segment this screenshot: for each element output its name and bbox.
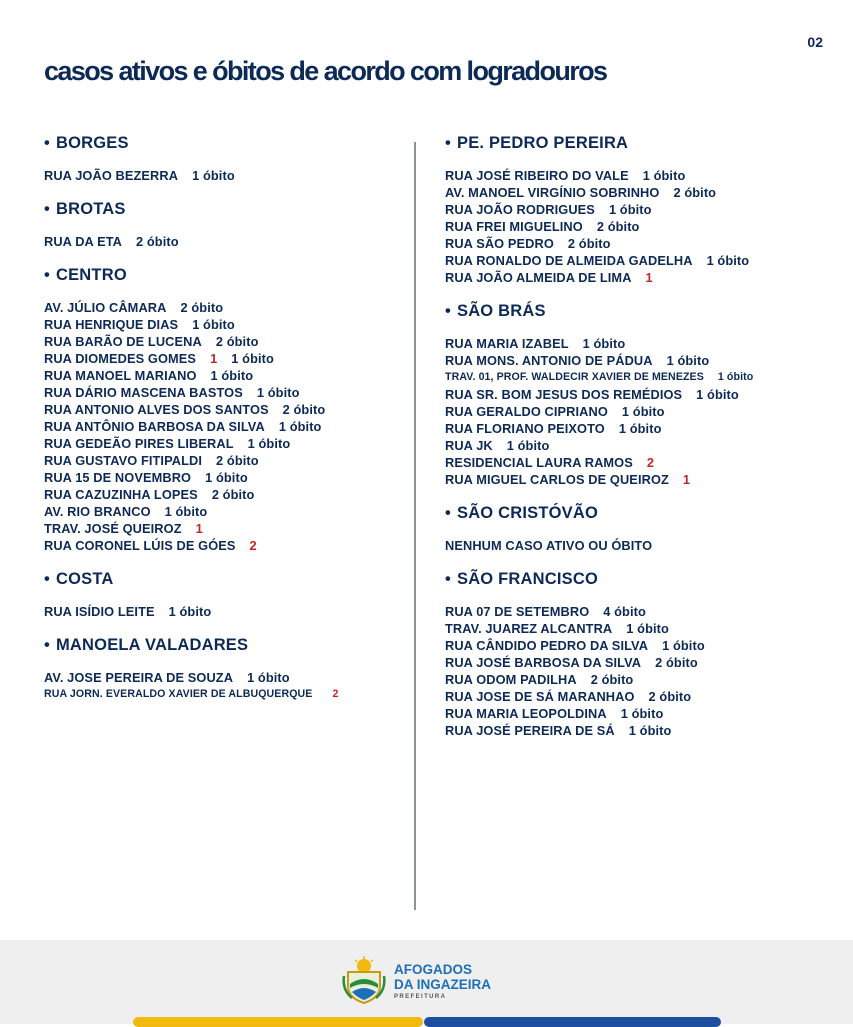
death-count: 1 óbito: [608, 202, 652, 217]
neighborhood-section: [44, 266, 404, 554]
death-count: 2 óbito: [596, 219, 640, 234]
street-entry: [44, 435, 404, 452]
death-count: 1 óbito: [205, 470, 248, 485]
street-entry: [44, 167, 404, 184]
neighborhood-name: SÃO BRÁS: [456, 302, 546, 320]
neighborhood-name: BORGES: [55, 134, 129, 152]
street-entry: [44, 418, 404, 435]
street-name: TRAV. 01, PROF. WALDECIR XAVIER DE MENEZES: [445, 371, 704, 383]
street-entry: [445, 369, 845, 386]
neighborhood-name: COSTA: [55, 570, 114, 588]
column-divider: [414, 142, 416, 910]
bullet-icon: •: [445, 504, 451, 522]
street-name: RUA 07 DE SETEMBRO: [445, 604, 590, 619]
street-entry: [445, 637, 845, 654]
street-name: RUA MARIA IZABEL: [445, 336, 569, 351]
street-name: RUA RONALDO DE ALMEIDA GADELHA: [445, 253, 693, 268]
street-entry: [44, 316, 404, 333]
street-entry: [44, 299, 404, 316]
death-count: 1 óbito: [164, 504, 208, 519]
street-entry: [44, 333, 404, 350]
street-entry: [445, 235, 845, 252]
bullet-icon: •: [44, 636, 50, 654]
active-cases-count: 2: [646, 455, 655, 470]
street-entry: [44, 350, 404, 367]
street-entry: [445, 403, 845, 420]
neighborhood-section: [44, 570, 404, 620]
street-entry: [445, 620, 845, 637]
street-list: [445, 335, 845, 488]
street-entry: [44, 537, 404, 554]
death-count: 1 óbito: [582, 336, 626, 351]
brand-line-1: AFOGADOS: [394, 962, 473, 977]
death-count: 2 óbito: [180, 300, 224, 315]
street-entry: [445, 722, 845, 739]
street-name: RUA JOSÉ RIBEIRO DO VALE: [445, 168, 629, 183]
street-entry: [44, 686, 404, 703]
death-count: 1 óbito: [278, 419, 322, 434]
street-name: AV. MANOEL VIRGÍNIO SOBRINHO: [445, 185, 660, 200]
street-name: RUA GEDEÃO PIRES LIBERAL: [44, 436, 234, 451]
street-entry: [445, 471, 845, 488]
neighborhood-section: [44, 636, 404, 703]
neighborhood-name: SÃO FRANCISCO: [456, 570, 599, 588]
death-count: 1 óbito: [628, 723, 672, 738]
street-entry: [445, 437, 845, 454]
street-entry: [445, 352, 845, 369]
death-count: 1 óbito: [717, 371, 754, 383]
death-count: 1 óbito: [618, 421, 662, 436]
street-entry: [44, 384, 404, 401]
street-list: [44, 603, 404, 620]
street-entry: [445, 654, 845, 671]
street-name: RUA ANTÔNIO BARBOSA DA SILVA: [44, 419, 265, 434]
death-count: 1 óbito: [210, 368, 254, 383]
street-name: RUA CAZUZINHA LOPES: [44, 487, 198, 502]
neighborhood-title: [44, 200, 404, 219]
neighborhood-section: [44, 200, 404, 250]
street-entry: [445, 671, 845, 688]
neighborhood-title: [445, 302, 845, 321]
street-name: RUA JOÃO BEZERRA: [44, 168, 179, 183]
street-entry: [445, 705, 845, 722]
neighborhood-name: MANOELA VALADARES: [55, 636, 249, 654]
death-count: 1 óbito: [247, 670, 290, 685]
street-name: RUA JOÃO ALMEIDA DE LIMA: [445, 270, 632, 285]
active-cases-count: 1: [195, 521, 203, 536]
neighborhood-name: CENTRO: [55, 266, 127, 284]
street-name: RUA CÂNDIDO PEDRO DA SILVA: [445, 638, 649, 653]
street-name: RUA CORONEL LÚIS DE GÓES: [44, 538, 236, 553]
street-name: RUA JOSE DE SÁ MARANHAO: [445, 689, 635, 704]
footer: [0, 940, 853, 1024]
street-name: AV. RIO BRANCO: [44, 504, 151, 519]
footer-brand: [394, 962, 491, 1000]
street-entry: [445, 335, 845, 352]
active-cases-count: 1: [210, 351, 218, 366]
street-name: RUA JOSÉ PEREIRA DE SÁ: [445, 723, 615, 738]
street-entry: [445, 420, 845, 437]
street-name: RUA ODOM PADILHA: [445, 672, 577, 687]
bullet-icon: •: [44, 570, 50, 588]
death-count: 2 óbito: [282, 402, 326, 417]
street-list: [44, 299, 404, 554]
page-number: 02: [807, 34, 823, 50]
street-name: RESIDENCIAL LAURA RAMOS: [445, 455, 633, 470]
death-count: 1 óbito: [168, 604, 212, 619]
footer-bar-yellow: [133, 1017, 423, 1027]
neighborhood-title: [445, 134, 845, 153]
street-name: TRAV. JOSÉ QUEIROZ: [44, 521, 182, 536]
street-entry: [44, 520, 404, 537]
street-entry: [445, 537, 845, 554]
street-entry: [445, 269, 845, 286]
neighborhood-section: [445, 570, 845, 739]
active-cases-count: 2: [332, 688, 339, 700]
street-entry: [445, 218, 845, 235]
death-count: 1 óbito: [642, 168, 686, 183]
street-entry: [445, 201, 845, 218]
death-count: 1 óbito: [247, 436, 291, 451]
active-cases-count: 1: [682, 472, 691, 487]
neighborhood-title: [44, 134, 404, 153]
street-list: [44, 167, 404, 184]
neighborhood-section: [44, 134, 404, 184]
street-name: NENHUM CASO ATIVO OU ÓBITO: [445, 538, 653, 553]
death-count: 1 óbito: [256, 385, 300, 400]
street-name: RUA ANTONIO ALVES DOS SANTOS: [44, 402, 269, 417]
street-list: [44, 233, 404, 250]
street-name: AV. JOSE PEREIRA DE SOUZA: [44, 670, 234, 685]
street-name: RUA MANOEL MARIANO: [44, 368, 197, 383]
street-entry: [445, 252, 845, 269]
death-count: 1 óbito: [620, 706, 664, 721]
street-name: RUA GUSTAVO FITIPALDI: [44, 453, 203, 468]
active-cases-count: 1: [645, 270, 653, 285]
street-entry: [44, 603, 404, 620]
street-entry: [44, 401, 404, 418]
death-count: 1 óbito: [662, 638, 705, 653]
street-name: RUA MIGUEL CARLOS DE QUEIROZ: [445, 472, 669, 487]
death-count: 1 óbito: [666, 353, 710, 368]
footer-bar-blue: [424, 1017, 721, 1027]
death-count: 2 óbito: [215, 334, 259, 349]
death-count: 1 óbito: [626, 621, 669, 636]
neighborhood-title: [44, 636, 404, 655]
street-entry: [44, 669, 404, 686]
street-entry: [445, 603, 845, 620]
street-name: RUA JK: [445, 438, 493, 453]
street-name: RUA DÁRIO MASCENA BASTOS: [44, 385, 243, 400]
active-cases-count: 2: [249, 538, 257, 553]
street-list: [445, 603, 845, 739]
street-name: RUA DIOMEDES GOMES: [44, 351, 197, 366]
death-count: 2 óbito: [567, 236, 611, 251]
death-count: 1 óbito: [192, 168, 235, 183]
street-entry: [44, 503, 404, 520]
neighborhood-name: PE. PEDRO PEREIRA: [456, 134, 629, 152]
street-entry: [44, 367, 404, 384]
street-entry: [44, 233, 404, 250]
street-entry: [44, 452, 404, 469]
street-entry: [445, 167, 845, 184]
street-name: RUA JOÃO RODRIGUES: [445, 202, 595, 217]
street-list: [445, 537, 845, 554]
street-entry: [44, 469, 404, 486]
left-column: [44, 134, 404, 719]
neighborhood-title: [44, 266, 404, 285]
street-name: RUA SR. BOM JESUS DOS REMÉDIOS: [445, 387, 683, 402]
neighborhood-section: [445, 504, 845, 554]
street-name: RUA MARIA LEOPOLDINA: [445, 706, 607, 721]
street-name: RUA GERALDO CIPRIANO: [445, 404, 608, 419]
brand-line-3: PREFEITURA: [394, 994, 447, 1000]
death-count: 1 óbito: [706, 253, 750, 268]
neighborhood-title: [44, 570, 404, 589]
bullet-icon: •: [445, 134, 451, 152]
street-name: AV. JÚLIO CÂMARA: [44, 300, 167, 315]
death-count: 1 óbito: [696, 387, 739, 402]
bullet-icon: •: [44, 266, 50, 284]
death-count: 2 óbito: [216, 453, 259, 468]
death-count: 2 óbito: [655, 655, 698, 670]
street-name: TRAV. JUAREZ ALCANTRA: [445, 621, 613, 636]
bullet-icon: •: [445, 570, 451, 588]
neighborhood-section: [445, 302, 845, 488]
bullet-icon: •: [44, 134, 50, 152]
death-count: 4 óbito: [603, 604, 646, 619]
neighborhood-title: [445, 504, 845, 523]
death-count: 1 óbito: [506, 438, 550, 453]
street-name: RUA SÃO PEDRO: [445, 236, 554, 251]
street-name: RUA BARÃO DE LUCENA: [44, 334, 202, 349]
neighborhood-title: [445, 570, 845, 589]
street-entry: [445, 454, 845, 471]
street-name: RUA FLORIANO PEIXOTO: [445, 421, 605, 436]
death-count: 2 óbito: [673, 185, 717, 200]
street-entry: [445, 386, 845, 403]
bullet-icon: •: [44, 200, 50, 218]
street-name: RUA HENRIQUE DIAS: [44, 317, 179, 332]
municipal-crest-icon: [342, 956, 386, 1004]
death-count: 2 óbito: [136, 234, 179, 249]
street-name: RUA DA ETA: [44, 234, 123, 249]
street-name: RUA 15 DE NOVEMBRO: [44, 470, 192, 485]
street-name: RUA JORN. EVERALDO XAVIER DE ALBUQUERQUE: [44, 688, 313, 700]
death-count: 2 óbito: [211, 487, 255, 502]
street-entry: [445, 184, 845, 201]
brand-line-2: DA INGAZEIRA: [394, 977, 491, 992]
page-title: casos ativos e óbitos de acordo com logradouros: [44, 56, 607, 86]
bullet-icon: •: [445, 302, 451, 320]
neighborhood-name: BROTAS: [55, 200, 126, 218]
street-name: RUA MONS. ANTONIO DE PÁDUA: [445, 353, 653, 368]
death-count: 1 óbito: [621, 404, 665, 419]
death-count: 2 óbito: [648, 689, 692, 704]
neighborhood-section: [445, 134, 845, 286]
street-name: RUA FREI MIGUELINO: [445, 219, 583, 234]
death-count: 1 óbito: [231, 351, 274, 366]
street-list: [44, 669, 404, 703]
death-count: 2 óbito: [590, 672, 634, 687]
street-list: [445, 167, 845, 286]
death-count: 1 óbito: [192, 317, 235, 332]
street-entry: [445, 688, 845, 705]
street-name: RUA JOSÉ BARBOSA DA SILVA: [445, 655, 642, 670]
street-name: RUA ISÍDIO LEITE: [44, 604, 155, 619]
street-entry: [44, 486, 404, 503]
right-column: [445, 134, 845, 755]
neighborhood-name: SÃO CRISTÓVÃO: [456, 504, 599, 522]
